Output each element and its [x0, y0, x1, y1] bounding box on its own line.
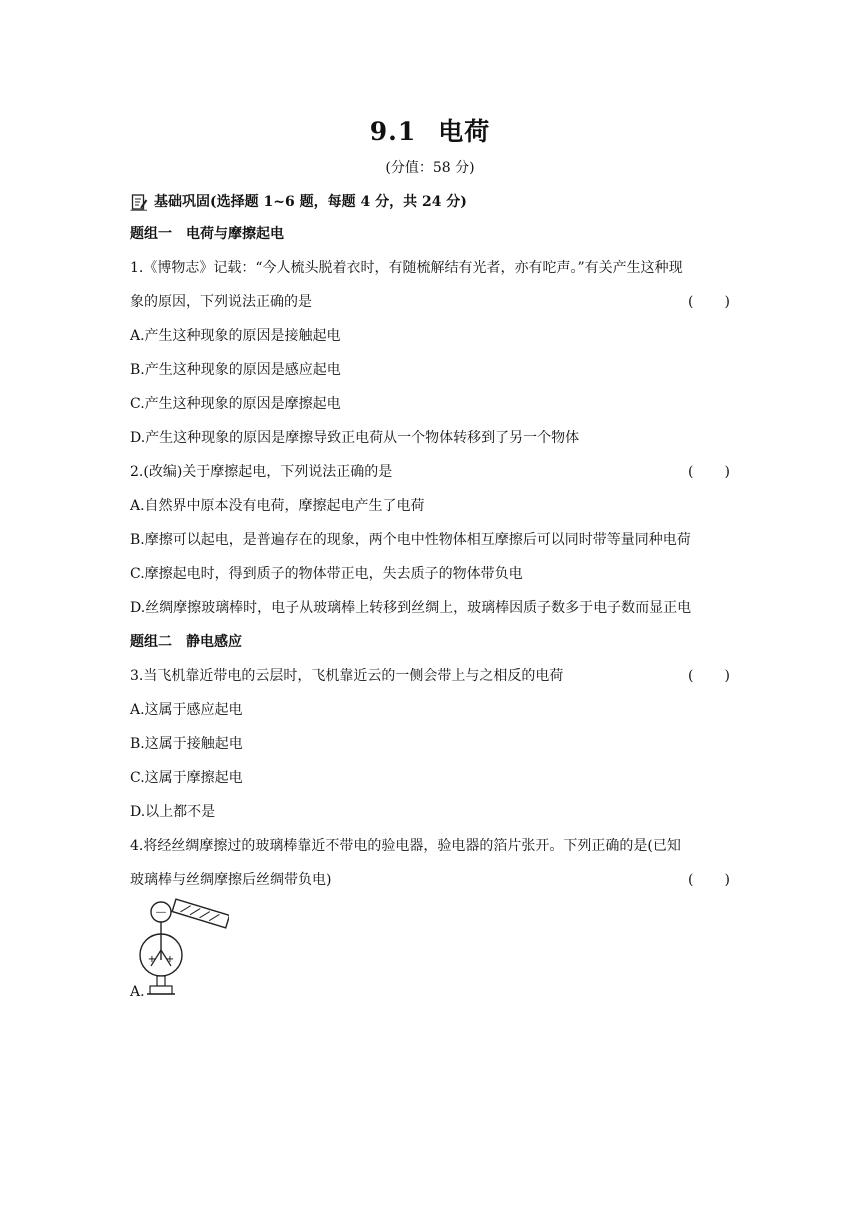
q3-option-b: B.这属于接触起电 — [130, 736, 243, 752]
q1-option-a: A.产生这种现象的原因是接触起电 — [130, 328, 341, 344]
bracket-close: ) — [724, 668, 730, 684]
title-text: 电荷 — [438, 117, 491, 146]
bracket-close: ) — [724, 294, 730, 310]
leaf-right-charge: + — [165, 954, 175, 965]
q2-option-a: A.自然界中原本没有电荷，摩擦起电产生了电荷 — [130, 498, 425, 514]
q2-stem — [130, 462, 730, 482]
leaf-left-charge: + — [147, 954, 157, 965]
q2-option-b: B.摩擦可以起电，是普遍存在的现象，两个电中性物体相互摩擦后可以同时带等量同种电荷 — [130, 532, 691, 548]
electroscope-neck — [157, 976, 165, 986]
q1-option-d: D.产生这种现象的原因是摩擦导致正电荷从一个物体转移到了另一个物体 — [130, 430, 580, 446]
q1-option-c: C.产生这种现象的原因是摩擦起电 — [130, 396, 341, 412]
q2-option-c: C.摩擦起电时，得到质子的物体带正电，失去质子的物体带负电 — [130, 566, 523, 582]
q2-option-d: D.丝绸摩擦玻璃棒时，电子从玻璃棒上转移到丝绸上，玻璃棒因质子数多于电子数而显正电 — [130, 600, 692, 616]
q1-answer-bracket — [688, 292, 730, 312]
q4-answer-bracket — [688, 870, 730, 890]
title-number: 9.1 — [369, 117, 417, 146]
q3-option-d: D.以上都不是 — [130, 804, 216, 820]
q1-stem-line1: 1.《博物志》记载：“今人梳头脱着衣时，有随梳解结有光者，亦有咜声。”有关产生这种现 — [130, 260, 683, 276]
q3-option-c: C.这属于摩擦起电 — [130, 770, 243, 786]
q4-stem-line2 — [130, 870, 730, 890]
q2-stem-text: 2.(改编)关于摩擦起电，下列说法正确的是 — [130, 464, 393, 480]
section-heading-text: 基础巩固(选择题 1~6 题，每题 4 分，共 24 分) — [154, 194, 467, 210]
electroscope-figure — [137, 898, 229, 1000]
q4-stem-text: 玻璃棒与丝绸摩擦后丝绸带负电) — [130, 872, 332, 888]
bracket-open: ( — [688, 872, 694, 888]
q3-answer-bracket — [688, 666, 730, 686]
glass-rod — [172, 899, 229, 928]
bracket-close: ) — [724, 872, 730, 888]
q1-option-b: B.产生这种现象的原因是感应起电 — [130, 362, 341, 378]
ball-charge-sign: － — [154, 906, 168, 921]
q3-option-a: A.这属于感应起电 — [130, 702, 243, 718]
q3-stem — [130, 666, 730, 686]
bracket-close: ) — [724, 464, 730, 480]
bracket-open: ( — [688, 464, 694, 480]
section-heading-basic — [130, 192, 730, 212]
bracket-open: ( — [688, 668, 694, 684]
group-heading-2: 题组二 静电感应 — [130, 634, 242, 650]
bracket-open: ( — [688, 294, 694, 310]
electroscope-base — [150, 986, 172, 994]
score-note: (分值：58 分) — [385, 160, 475, 176]
page-title — [0, 112, 860, 148]
q4-option-a-label: A. — [130, 984, 145, 1000]
group-heading-1: 题组一 电荷与摩擦起电 — [130, 226, 284, 242]
q1-stem-line2 — [130, 292, 730, 312]
q3-stem-text: 3.当飞机靠近带电的云层时，飞机靠近云的一侧会带上与之相反的电荷 — [130, 668, 564, 684]
q2-answer-bracket — [688, 462, 730, 482]
q1-stem-text: 象的原因，下列说法正确的是 — [130, 294, 312, 310]
notebook-pencil-icon — [130, 193, 148, 211]
q4-stem-line1: 4.将经丝绸摩擦过的玻璃棒靠近不带电的验电器，验电器的箔片张开。下列正确的是(已知 — [130, 838, 681, 854]
